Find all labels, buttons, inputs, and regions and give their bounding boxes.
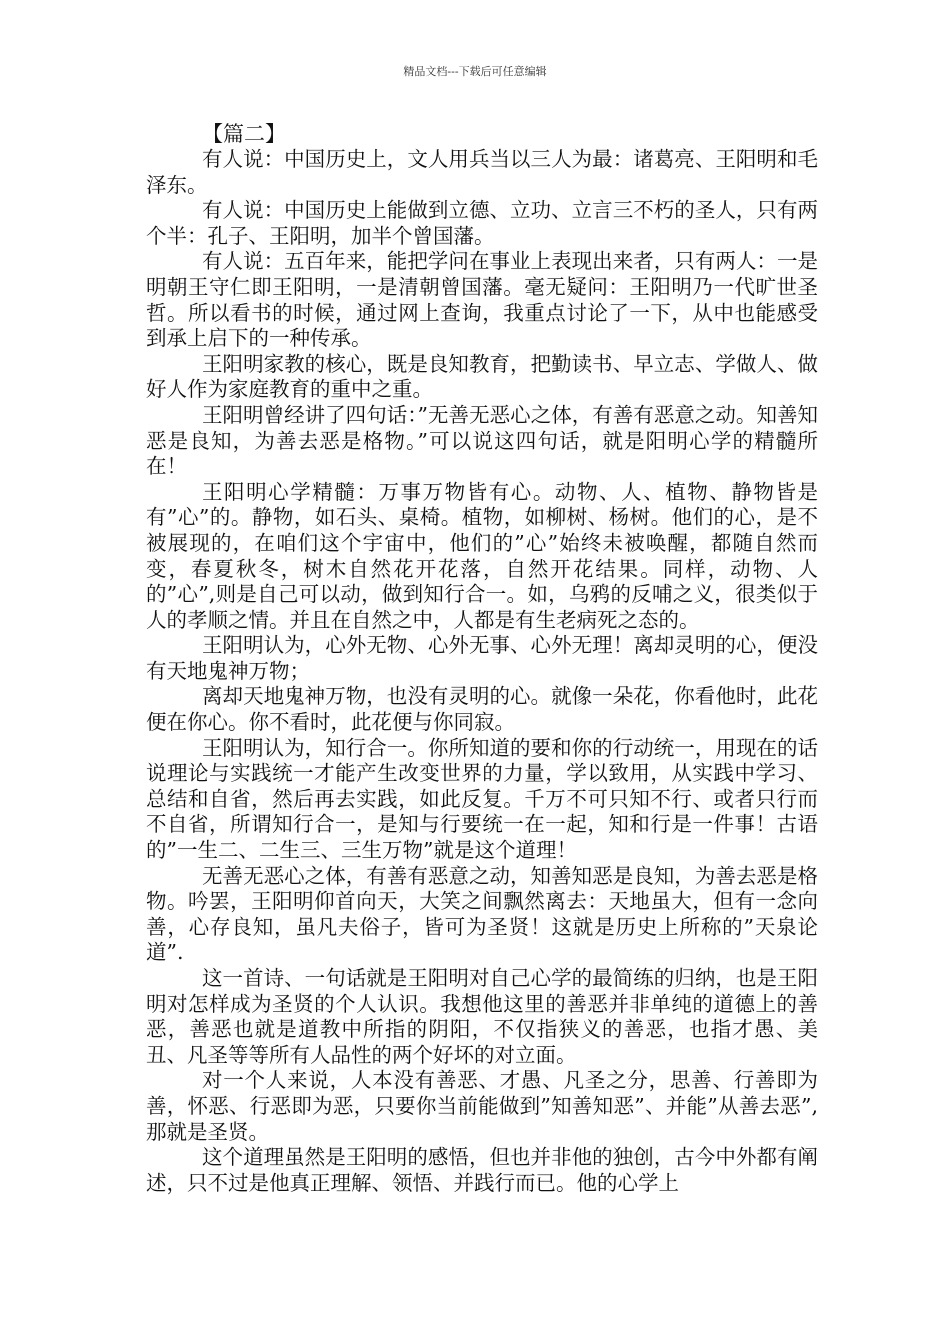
paragraph-9: 王阳明认为，知行合一。你所知道的要和你的行动统一，用现在的话说理论与实践统一才能产生改变世界的力量，学以致用，从实践中学习、总结和自省，然后再去实践，如此反复。千万不可只知不行、或者只行而不自省，所谓知行合一，是知与行要统一在一起，知和行是一件事！古语的”一生二、二生三、三生万物”就是这个道理！: [146, 735, 818, 863]
paragraph-6: 王阳明心学精髓：万事万物皆有心。动物、人、植物、静物皆是有”心”的。静物，如石头、桌椅。植物，如柳树、杨树。他们的心，是不被展现的，在咱们这个宇宙中，他们的”心”始终未被唤醒，都随自然而变，春夏秋冬，树木自然花开花落，自然开花结果。同样，动物、人的”心”,则是自己可以动，做到知行合一。如，乌鸦的反哺之义，很类似于人的孝顺之情。并且在自然之中，人都是有生老病死之态的。: [146, 479, 818, 632]
paragraph-13: 这个道理虽然是王阳明的感悟，但也并非他的独创，古今中外都有阐述，只不过是他真正理解、领悟、并践行而已。他的心学上: [146, 1145, 818, 1195]
section-title: 【篇二】: [202, 122, 286, 146]
paragraph-4: 王阳明家教的核心，既是良知教育，把勤读书、早立志、学做人、做好人作为家庭教育的重中之重。: [146, 351, 818, 402]
paragraph-5: 王阳明曾经讲了四句话：”无善无恶心之体，有善有恶意之动。知善知恶是良知，为善去恶是格物。”可以说这四句话，就是阳明心学的精髓所在！: [146, 402, 818, 479]
page-header: 精品文档---下载后可任意编辑: [403, 65, 547, 78]
paragraph-2: 有人说：中国历史上能做到立德、立功、立言三不朽的圣人，只有两个半：孔子、王阳明，加半个曾国藩。: [146, 198, 818, 248]
paragraph-3: 有人说：五百年来，能把学问在事业上表现出来者，只有两人：一是明朝王守仁即王阳明，一是清朝曾国藩。毫无疑问：王阳明乃一代旷世圣哲。所以看书的时候，通过网上查询，我重点讨论了一下，从中也能感受到承上启下的一种传承。: [146, 249, 818, 351]
paragraph-1: 有人说：中国历史上，文人用兵当以三人为最：诸葛亮、王阳明和毛泽东。: [146, 147, 818, 197]
paragraph-7: 王阳明认为，心外无物、心外无事、心外无理！离却灵明的心，便没有天地鬼神万物；: [146, 633, 818, 683]
paragraph-11: 这一首诗、一句话就是王阳明对自己心学的最简练的归纳，也是王阳明对怎样成为圣贤的个人认识。我想他这里的善恶并非单纯的道德上的善恶，善恶也就是道教中所指的阴阳，不仅指狭义的善恶，也指才愚、美丑、凡圣等等所有人品性的两个好坏的对立面。: [146, 966, 818, 1067]
paragraph-10: 无善无恶心之体，有善有恶意之动，知善知恶是良知，为善去恶是格物。吟罢，王阳明仰首向天，大笑之间飘然离去：天地虽大，但有一念向善，心存良知，虽凡夫俗子，皆可为圣贤！这就是历史上所称的”天泉论道”.: [146, 863, 818, 965]
paragraph-12: 对一个人来说，人本没有善恶、才愚、凡圣之分，思善、行善即为善，怀恶、行恶即为恶，只要你当前能做到”知善知恶”、并能”从善去恶”,那就是圣贤。: [146, 1068, 818, 1144]
document-body: [146, 121, 818, 1196]
paragraph-8: 离却天地鬼神万物，也没有灵明的心。就像一朵花，你看他时，此花便在你心。你不看时，此花便与你同寂。: [146, 684, 818, 735]
